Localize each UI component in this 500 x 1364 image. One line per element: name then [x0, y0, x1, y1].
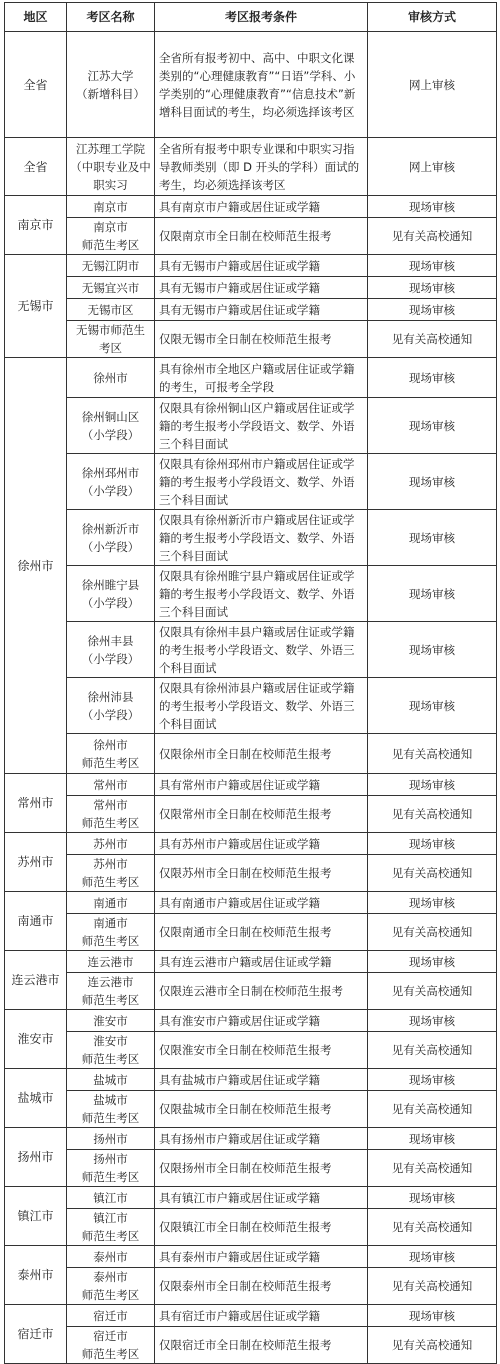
- table-row: [5, 196, 497, 218]
- review-method-cell: 现场审核: [368, 1069, 497, 1091]
- table-row: [5, 566, 497, 622]
- table-row: [5, 1209, 497, 1246]
- condition-cell: 具有无锡市户籍或居住证或学籍: [155, 255, 368, 277]
- condition-cell: 具有连云港市户籍或居住证或学籍: [155, 951, 368, 973]
- area-name-cell: 徐州市 师范生考区: [67, 734, 155, 774]
- area-name-cell: 徐州铜山区 （小学段）: [67, 398, 155, 454]
- table-row: [5, 1305, 497, 1327]
- condition-cell: 具有宿迁市户籍或居住证或学籍: [155, 1305, 368, 1327]
- table-row: [5, 892, 497, 914]
- condition-cell: 仅限无锡市全日制在校师范生报考: [155, 321, 368, 358]
- table-row: [5, 1091, 497, 1128]
- area-name-cell: 苏州市: [67, 833, 155, 855]
- region-cell: 盐城市: [5, 1069, 67, 1128]
- region-cell: 全省: [5, 138, 67, 196]
- table-row: [5, 358, 497, 398]
- review-method-cell: 见有关高校通知: [368, 218, 497, 255]
- region-cell: 南京市: [5, 196, 67, 255]
- review-method-cell: 现场审核: [368, 774, 497, 796]
- table-row: [5, 454, 497, 510]
- review-method-cell: 现场审核: [368, 1128, 497, 1150]
- condition-cell: 具有无锡市户籍或居住证或学籍: [155, 299, 368, 321]
- table-row: [5, 1268, 497, 1305]
- region-cell: 镇江市: [5, 1187, 67, 1246]
- table-row: [5, 855, 497, 892]
- area-name-cell: 江苏大学 （新增科目）: [67, 32, 155, 138]
- area-name-cell: 连云港市: [67, 951, 155, 973]
- table-row: [5, 1246, 497, 1268]
- review-method-cell: 见有关高校通知: [368, 1209, 497, 1246]
- condition-cell: 仅限淮安市全日制在校师范生报考: [155, 1032, 368, 1069]
- table-row: [5, 1187, 497, 1209]
- condition-cell: 仅限具有徐州铜山区户籍或居住证或学籍的考生报考小学段语文、数学、外语三个科目面试: [155, 398, 368, 454]
- condition-cell: 具有扬州市户籍或居住证或学籍: [155, 1128, 368, 1150]
- condition-cell: 仅限具有徐州丰县户籍或居住证或学籍的考生报考小学段语文、数学、外语三个科目面试: [155, 622, 368, 678]
- region-cell: 常州市: [5, 774, 67, 833]
- table-row: [5, 796, 497, 833]
- table-row: [5, 774, 497, 796]
- review-method-cell: 见有关高校通知: [368, 1091, 497, 1128]
- table-row: [5, 622, 497, 678]
- condition-cell: 仅限镇江市全日制在校师范生报考: [155, 1209, 368, 1246]
- area-name-cell: 徐州新沂市 （小学段）: [67, 510, 155, 566]
- condition-cell: 具有南京市户籍或居住证或学籍: [155, 196, 368, 218]
- condition-cell: 具有盐城市户籍或居住证或学籍: [155, 1069, 368, 1091]
- area-name-cell: 宿迁市 师范生考区: [67, 1327, 155, 1364]
- area-name-cell: 扬州市 师范生考区: [67, 1150, 155, 1187]
- area-name-cell: 无锡江阴市: [67, 255, 155, 277]
- area-name-cell: 泰州市: [67, 1246, 155, 1268]
- table-row: [5, 218, 497, 255]
- table-row: [5, 32, 497, 138]
- condition-cell: 仅限常州市全日制在校师范生报考: [155, 796, 368, 833]
- review-method-cell: 网上审核: [368, 32, 497, 138]
- region-cell: 南通市: [5, 892, 67, 951]
- area-name-cell: 徐州市: [67, 358, 155, 398]
- review-method-cell: 见有关高校通知: [368, 1268, 497, 1305]
- condition-cell: 具有常州市户籍或居住证或学籍: [155, 774, 368, 796]
- condition-cell: 全省所有报考中职专业课和中职实习指导教师类别（即 D 开头的学科）面试的考生，均必须选择该考区: [155, 138, 368, 196]
- area-name-cell: 泰州市 师范生考区: [67, 1268, 155, 1305]
- area-name-cell: 无锡市区: [67, 299, 155, 321]
- condition-cell: 仅限盐城市全日制在校师范生报考: [155, 1091, 368, 1128]
- review-method-cell: 现场审核: [368, 622, 497, 678]
- area-name-cell: 镇江市: [67, 1187, 155, 1209]
- table-row: [5, 914, 497, 951]
- area-name-cell: 无锡宜兴市: [67, 277, 155, 299]
- condition-cell: 仅限具有徐州邳州市户籍或居住证或学籍的考生报考小学段语文、数学、外语三个科目面试: [155, 454, 368, 510]
- review-method-cell: 现场审核: [368, 398, 497, 454]
- area-name-cell: 淮安市: [67, 1010, 155, 1032]
- review-method-cell: 现场审核: [368, 196, 497, 218]
- condition-cell: 仅限扬州市全日制在校师范生报考: [155, 1150, 368, 1187]
- table-header-row: [5, 3, 497, 32]
- region-cell: 全省: [5, 32, 67, 138]
- table-row: [5, 951, 497, 973]
- review-method-cell: 见有关高校通知: [368, 855, 497, 892]
- table-row: [5, 277, 497, 299]
- table-row: [5, 321, 497, 358]
- condition-cell: 具有苏州市户籍或居住证或学籍: [155, 833, 368, 855]
- region-cell: 连云港市: [5, 951, 67, 1010]
- header-review-method: 审核方式: [368, 3, 497, 32]
- table-row: [5, 138, 497, 196]
- area-name-cell: 南通市 师范生考区: [67, 914, 155, 951]
- table-row: [5, 1128, 497, 1150]
- condition-cell: 具有南通市户籍或居住证或学籍: [155, 892, 368, 914]
- area-name-cell: 江苏理工学院 （中职专业及中职实习: [67, 138, 155, 196]
- condition-cell: 全省所有报考初中、高中、中职文化课类别的“心理健康教育”“日语”学科、小学类别的“心理健康教育”“信息技术”新增科目面试的考生，均必须选择该考区: [155, 32, 368, 138]
- area-name-cell: 常州市 师范生考区: [67, 796, 155, 833]
- area-name-cell: 镇江市 师范生考区: [67, 1209, 155, 1246]
- review-method-cell: 现场审核: [368, 1010, 497, 1032]
- header-condition: 考区报考条件: [155, 3, 368, 32]
- area-name-cell: 盐城市: [67, 1069, 155, 1091]
- review-method-cell: 现场审核: [368, 1305, 497, 1327]
- area-name-cell: 扬州市: [67, 1128, 155, 1150]
- condition-cell: 仅限苏州市全日制在校师范生报考: [155, 855, 368, 892]
- review-method-cell: 见有关高校通知: [368, 914, 497, 951]
- table-row: [5, 678, 497, 734]
- review-method-cell: 现场审核: [368, 358, 497, 398]
- area-name-cell: 南京市: [67, 196, 155, 218]
- condition-cell: 仅限连云港市全日制在校师范生报考: [155, 973, 368, 1010]
- table-row: [5, 1032, 497, 1069]
- area-name-cell: 常州市: [67, 774, 155, 796]
- table-row: [5, 1010, 497, 1032]
- table-row: [5, 973, 497, 1010]
- area-name-cell: 南通市: [67, 892, 155, 914]
- review-method-cell: 现场审核: [368, 1187, 497, 1209]
- condition-cell: 具有徐州市全地区户籍或居住证或学籍的考生，可报考全学段: [155, 358, 368, 398]
- review-method-cell: 现场审核: [368, 951, 497, 973]
- area-name-cell: 徐州沛县 （小学段）: [67, 678, 155, 734]
- condition-cell: 仅限泰州市全日制在校师范生报考: [155, 1268, 368, 1305]
- review-method-cell: 现场审核: [368, 566, 497, 622]
- table-row: [5, 1327, 497, 1364]
- region-cell: 苏州市: [5, 833, 67, 892]
- review-method-cell: 现场审核: [368, 1246, 497, 1268]
- condition-cell: 具有泰州市户籍或居住证或学籍: [155, 1246, 368, 1268]
- exam-area-table: [4, 2, 497, 1364]
- review-method-cell: 现场审核: [368, 277, 497, 299]
- area-name-cell: 宿迁市: [67, 1305, 155, 1327]
- review-method-cell: 见有关高校通知: [368, 973, 497, 1010]
- condition-cell: 仅限具有徐州新沂市户籍或居住证或学籍的考生报考小学段语文、数学、外语三个科目面试: [155, 510, 368, 566]
- condition-cell: 仅限宿迁市全日制在校师范生报考: [155, 1327, 368, 1364]
- area-name-cell: 淮安市 师范生考区: [67, 1032, 155, 1069]
- header-area-name: 考区名称: [67, 3, 155, 32]
- area-name-cell: 苏州市 师范生考区: [67, 855, 155, 892]
- condition-cell: 具有无锡市户籍或居住证或学籍: [155, 277, 368, 299]
- review-method-cell: 现场审核: [368, 454, 497, 510]
- review-method-cell: 见有关高校通知: [368, 1327, 497, 1364]
- region-cell: 扬州市: [5, 1128, 67, 1187]
- review-method-cell: 现场审核: [368, 255, 497, 277]
- table-row: [5, 734, 497, 774]
- condition-cell: 仅限具有徐州沛县户籍或居住证或学籍的考生报考小学段语文、数学、外语三个科目面试: [155, 678, 368, 734]
- table-row: [5, 1069, 497, 1091]
- region-cell: 宿迁市: [5, 1305, 67, 1364]
- review-method-cell: 见有关高校通知: [368, 1150, 497, 1187]
- area-name-cell: 南京市 师范生考区: [67, 218, 155, 255]
- review-method-cell: 现场审核: [368, 299, 497, 321]
- table-row: [5, 1150, 497, 1187]
- table-row: [5, 299, 497, 321]
- table-row: [5, 255, 497, 277]
- region-cell: 徐州市: [5, 358, 67, 774]
- region-cell: 淮安市: [5, 1010, 67, 1069]
- review-method-cell: 现场审核: [368, 678, 497, 734]
- area-name-cell: 徐州睢宁县 （小学段）: [67, 566, 155, 622]
- review-method-cell: 见有关高校通知: [368, 796, 497, 833]
- area-name-cell: 徐州丰县 （小学段）: [67, 622, 155, 678]
- review-method-cell: 现场审核: [368, 833, 497, 855]
- header-region: 地区: [5, 3, 67, 32]
- region-cell: 泰州市: [5, 1246, 67, 1305]
- condition-cell: 仅限南通市全日制在校师范生报考: [155, 914, 368, 951]
- condition-cell: 仅限具有徐州睢宁县户籍或居住证或学籍的考生报考小学段语文、数学、外语三个科目面试: [155, 566, 368, 622]
- condition-cell: 仅限南京市全日制在校师范生报考: [155, 218, 368, 255]
- table-row: [5, 398, 497, 454]
- area-name-cell: 连云港市 师范生考区: [67, 973, 155, 1010]
- region-cell: 无锡市: [5, 255, 67, 358]
- condition-cell: 仅限徐州市全日制在校师范生报考: [155, 734, 368, 774]
- condition-cell: 具有淮安市户籍或居住证或学籍: [155, 1010, 368, 1032]
- table-row: [5, 510, 497, 566]
- condition-cell: 具有镇江市户籍或居住证或学籍: [155, 1187, 368, 1209]
- area-name-cell: 徐州邳州市 （小学段）: [67, 454, 155, 510]
- review-method-cell: 现场审核: [368, 510, 497, 566]
- review-method-cell: 见有关高校通知: [368, 734, 497, 774]
- review-method-cell: 现场审核: [368, 892, 497, 914]
- review-method-cell: 见有关高校通知: [368, 321, 497, 358]
- review-method-cell: 见有关高校通知: [368, 1032, 497, 1069]
- table-row: [5, 833, 497, 855]
- review-method-cell: 网上审核: [368, 138, 497, 196]
- area-name-cell: 盐城市 师范生考区: [67, 1091, 155, 1128]
- area-name-cell: 无锡市师范生 考区: [67, 321, 155, 358]
